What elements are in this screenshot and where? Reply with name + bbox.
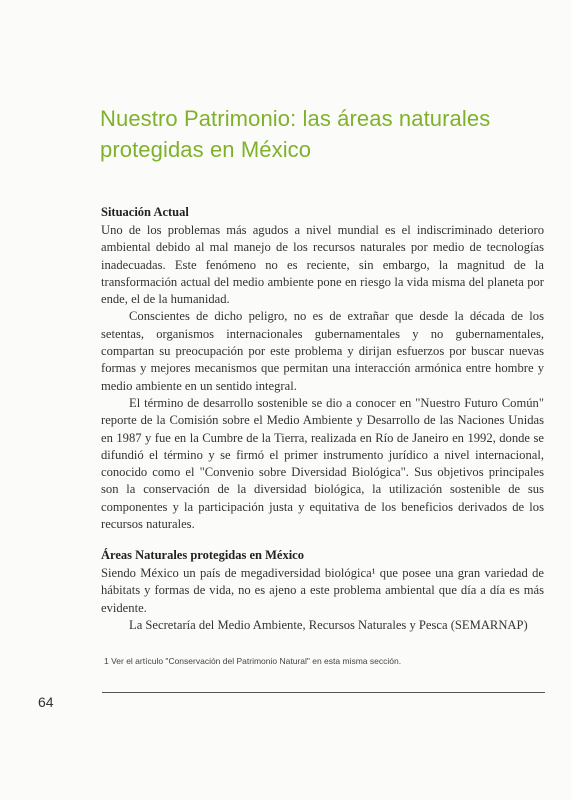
page-number: 64	[38, 694, 54, 710]
paragraph: Uno de los problemas más agudos a nivel mundial es el indiscriminado deterioro ambiental debido al mal manejo de los recursos naturales por medio de tecnologías inadecuadas. Este fenómeno no es reciente, sin embargo, la magnitud de la transformación actual del medio ambiente pone en riesgo la vida misma del planeta por ende, el de la humanidad.	[101, 223, 544, 307]
title-line-2: protegidas en México	[100, 137, 312, 162]
section-heading: Áreas Naturales protegidas en México	[101, 548, 304, 562]
article-title	[100, 103, 540, 165]
paragraph: Conscientes de dicho peligro, no es de extrañar que desde la década de los setentas, organismos internacionales gubernamentales y no gubernamentales, compartan su preocupación por este problema y dirijan esfuerzos por buscar nuevas formas y mejores mecanismos que permitan una interacción armónica entre hombre y medio ambiente en un sentido integral.	[101, 309, 544, 393]
section-situacion-actual	[101, 204, 544, 533]
paragraph: La Secretaría del Medio Ambiente, Recursos Naturales y Pesca (SEMARNAP)	[129, 617, 528, 632]
section-heading: Situación Actual	[101, 205, 189, 219]
paragraph: Siendo México un país de megadiversidad biológica¹ que posee una gran variedad de hábitats y formas de vida, no es ajeno a este problema ambiental que día a día es más evidente.	[101, 566, 544, 615]
footnote: 1 Ver el artículo "Conservación del Patrimonio Natural" en esta misma sección.	[104, 656, 402, 666]
footer-divider	[102, 692, 545, 693]
section-areas-naturales	[101, 547, 544, 634]
paragraph: El término de desarrollo sostenible se dio a conocer en "Nuestro Futuro Común" reporte de la Comisión sobre el Medio Ambiente y Desarrollo de las Naciones Unidas en 1987 y fue en la Cumbre de la Tierra, realizada en Río de Janeiro en 1992, donde se difundió el término y se firmó el primer instrumento jurídico a nivel internacional, conocido como el "Convenio sobre Diversidad Biológica". Sus objetivos principales son la conservación de la diversidad biológica, la utilización sostenible de sus componentes y la participación justa y equitativa de los beneficios derivados de los recursos naturales.	[101, 395, 544, 532]
title-line-1: Nuestro Patrimonio: las áreas naturales	[100, 106, 491, 131]
